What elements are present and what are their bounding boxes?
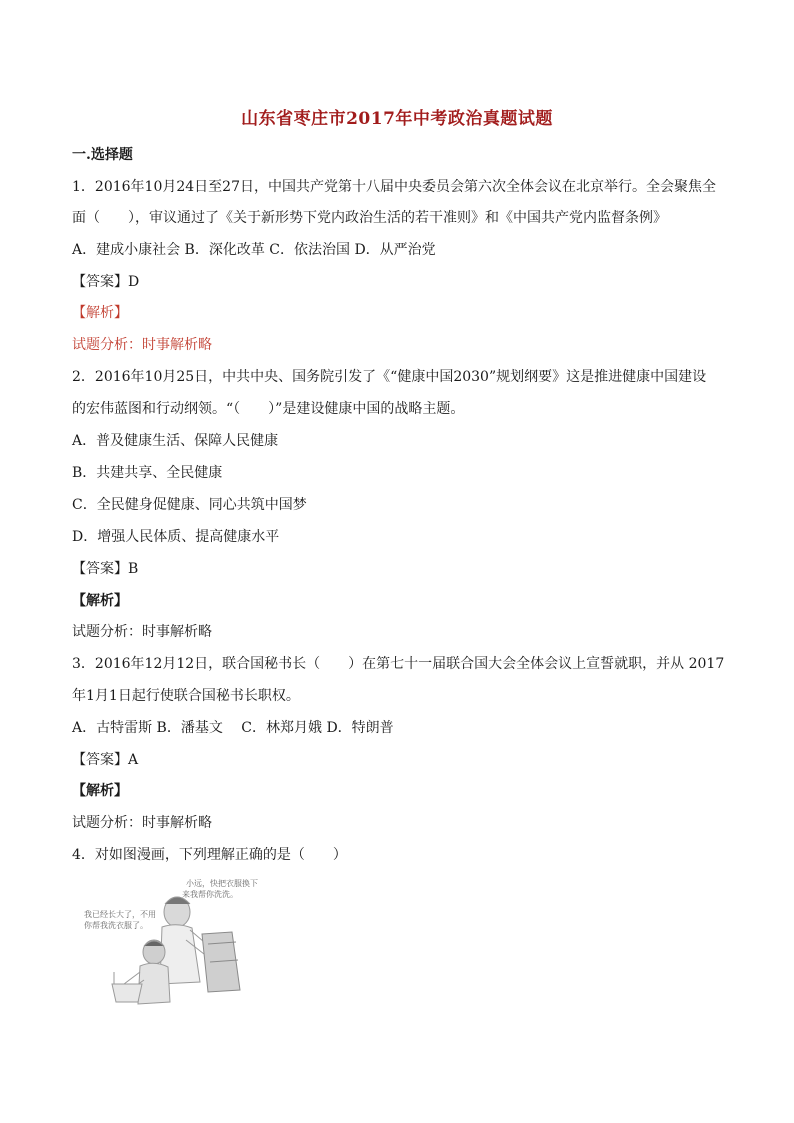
section-heading: 一.选择题 xyxy=(72,147,133,163)
cartoon-caption-left-2: 你帮我洗衣服了。 xyxy=(84,921,148,930)
question-2-option-b: B．共建共享、全民健康 xyxy=(72,465,223,481)
question-3-line-2: 年1月1日起行使联合国秘书长职权。 xyxy=(72,688,300,704)
question-2-option-a: A．普及健康生活、保障人民健康 xyxy=(72,433,279,449)
question-1-answer: 【答案】D xyxy=(72,274,140,290)
question-1-analysis: 试题分析：时事解析略 xyxy=(72,337,212,353)
clothes-held xyxy=(202,932,240,992)
question-3-line-1: 3．2016年12月12日，联合国秘书长（ ）在第七十一届联合国大会全体会议上宣誓就职，并从 2017 xyxy=(72,656,725,672)
question-3-answer: 【答案】A xyxy=(72,752,139,768)
washbasin xyxy=(112,972,142,1002)
question-1-options: A．建成小康社会 B．深化改革 C．依法治国 D．从严治党 xyxy=(72,242,436,258)
question-2-option-c: C．全民健身促健康、同心共筑中国梦 xyxy=(72,497,307,513)
cartoon-caption-left-1: 我已经长大了，不用 xyxy=(84,910,156,919)
cartoon-image xyxy=(82,872,277,1012)
question-2-line-1: 2．2016年10月25日，中共中央、国务院引发了《“健康中国2030”规划纲要》这是推进健康中国建设 xyxy=(72,369,707,385)
question-1-line-2: 面（ ），审议通过了《关于新形势下党内政治生活的若干准则》和《中国共产党内监督条例》 xyxy=(72,210,667,226)
question-2-analysis: 试题分析：时事解析略 xyxy=(72,624,212,640)
question-3-analysis-label: 【解析】 xyxy=(72,783,128,799)
question-3-options: A．古特雷斯 B．潘基文 C．林郑月娥 D．特朗普 xyxy=(72,720,394,736)
cartoon-caption-right-1: 小远，快把衣服换下 xyxy=(186,879,258,888)
cartoon-caption-right-2: 来我帮你洗洗。 xyxy=(182,890,238,899)
question-4-line-1: 4．对如图漫画，下列理解正确的是（ ） xyxy=(72,847,347,863)
question-2-analysis-label: 【解析】 xyxy=(72,593,128,609)
question-2-option-d: D．增强人民体质、提高健康水平 xyxy=(72,529,280,545)
page-title: 山东省枣庄市2017年中考政治真题试题 xyxy=(241,109,553,129)
question-1-line-1: 1．2016年10月24日至27日，中国共产党第十八届中央委员会第六次全体会议在北京举行。全会聚焦全 xyxy=(72,179,716,195)
question-2-answer: 【答案】B xyxy=(72,561,139,577)
question-2-line-2: 的宏伟蓝图和行动纲领。“（ ）”是建设健康中国的战略主题。 xyxy=(72,401,465,417)
question-3-analysis: 试题分析：时事解析略 xyxy=(72,815,212,831)
question-1-analysis-label: 【解析】 xyxy=(72,305,128,321)
